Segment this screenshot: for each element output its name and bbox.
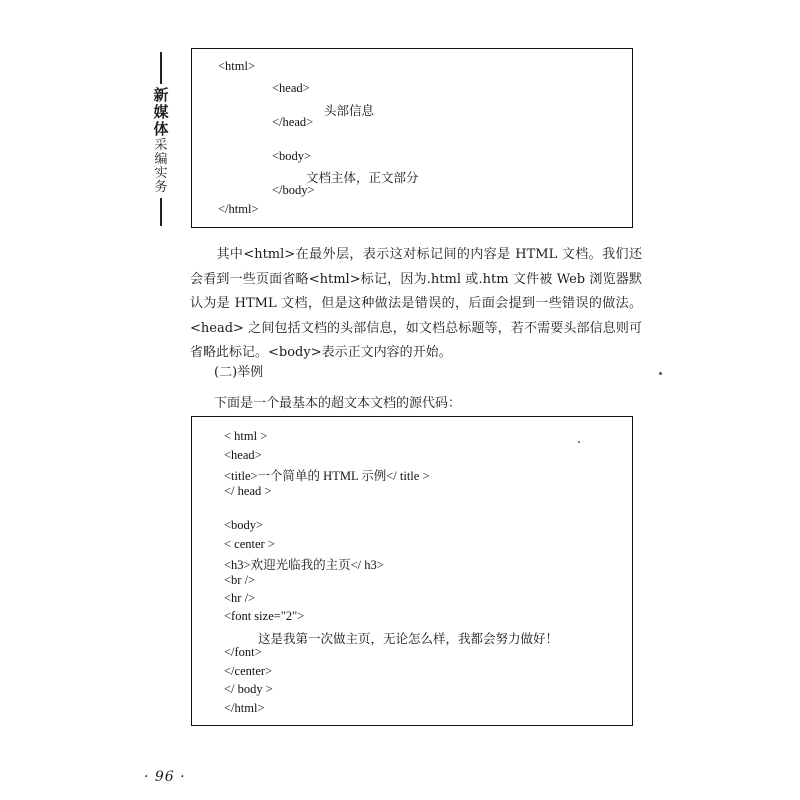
running-title-char: 媒 <box>153 103 169 121</box>
running-title-char: 采 <box>154 138 168 153</box>
code-line: </font> <box>224 645 262 659</box>
running-title-char: 新 <box>153 86 169 104</box>
code-line: 头部信息 <box>324 104 375 118</box>
code-line: <body> <box>224 518 264 532</box>
running-title-rule-top <box>160 52 162 84</box>
code-block-structure <box>191 48 633 228</box>
running-title-char: 体 <box>153 120 169 138</box>
code-line: < html > <box>224 429 268 443</box>
code-line: </body> <box>272 183 315 197</box>
code-line: < center > <box>224 537 275 551</box>
code-line: 文档主体，正文部分 <box>306 171 419 185</box>
scan-speck <box>659 372 662 375</box>
paragraph-text: 其中<html>在最外层，表示这对标记间的内容是 HTML 文档。我们还会看到一些页面省略<html>标记，因为.html 或.htm 文件被 Web 浏览器默认为是 HTML 文档，但是这种做法是错误的，后面会提到一些错误的做法。<head> 之间包括文档的头部信息，如文档总标题等，若不需要头部信息则可省略此标记。<body>表示正文内容的开始。 <box>190 247 642 360</box>
code-line: </head> <box>272 115 314 129</box>
code-line: <h3>欢迎光临我的主页</ h3> <box>224 558 384 572</box>
section-heading: (二)举例 <box>214 365 264 380</box>
code-line: <head> <box>272 81 310 95</box>
code-line: <title>一个简单的 HTML 示例</ title > <box>224 469 430 483</box>
code-line: </ head > <box>224 484 272 498</box>
code-line: 这是我第一次做主页，无论怎么样，我都会努力做好！ <box>258 632 559 646</box>
code-line: <head> <box>224 448 262 462</box>
intro-text: 下面是一个最基本的超文本文档的源代码： <box>214 396 462 411</box>
code-line: <hr /> <box>224 591 256 605</box>
running-title <box>148 88 174 195</box>
code-line: </ body > <box>224 682 273 696</box>
running-title-char: 务 <box>154 180 168 195</box>
scan-speck <box>578 441 580 443</box>
code-line: <body> <box>272 149 312 163</box>
running-title-char: 编 <box>154 152 168 167</box>
running-title-char: 实 <box>154 166 168 181</box>
running-title-rule-bottom <box>160 198 162 226</box>
code-block-example <box>191 416 633 726</box>
code-line: <html> <box>218 59 256 73</box>
code-line: </html> <box>218 202 259 216</box>
body-paragraph <box>190 243 642 366</box>
code-line: </html> <box>224 701 265 715</box>
code-line: <font size="2"> <box>224 609 305 623</box>
page-number: · 96 · <box>144 769 186 785</box>
code-line: </center> <box>224 664 273 678</box>
code-line: <br /> <box>224 573 256 587</box>
